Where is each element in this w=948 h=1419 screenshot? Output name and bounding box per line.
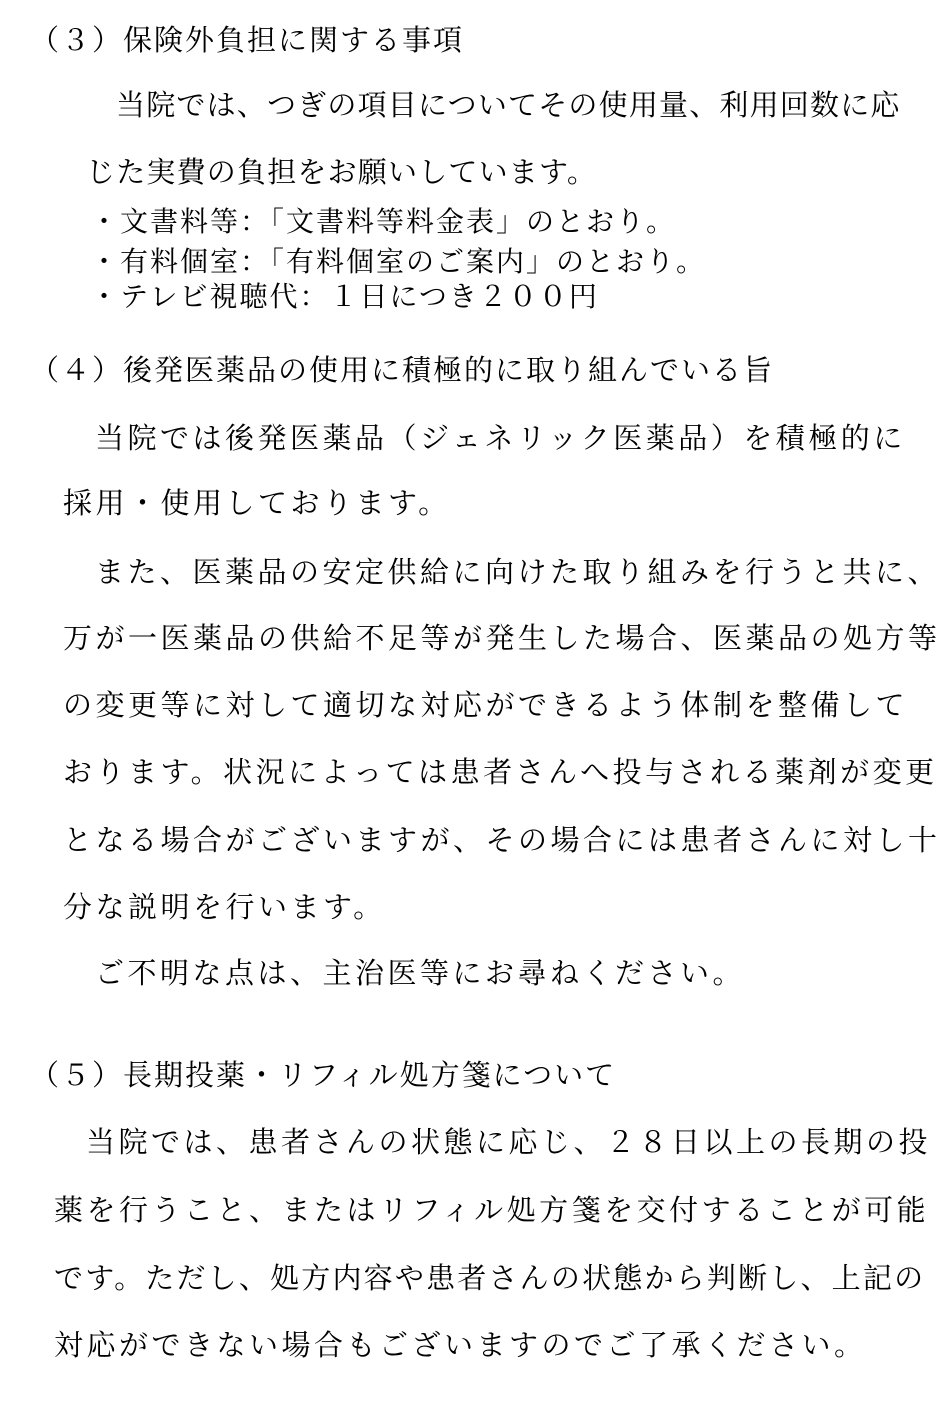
bullet-item: ・テレビ視聴代：１日につき２００円 <box>90 280 599 313</box>
paragraph-line: 分な説明を行います。 <box>63 890 386 924</box>
paragraph-line: 万が一医薬品の供給不足等が発生した場合、医薬品の処方等 <box>63 621 941 655</box>
paragraph-line: となる場合がございますが、その場合には患者さんに対し十 <box>63 823 941 857</box>
paragraph-line: おります。状況によっては患者さんへ投与される薬剤が変更 <box>63 755 938 789</box>
section-heading: （４）後発医薬品の使用に積極的に取り組んでいる旨 <box>30 353 775 387</box>
paragraph-line: 対応ができない場合もございますのでご了承ください。 <box>54 1328 867 1362</box>
section-heading: （５）長期投薬・リフィル処方箋について <box>30 1058 617 1092</box>
bullet-item: ・有料個室：「有料個室のご案内」のとおり。 <box>90 245 707 278</box>
paragraph-line: の変更等に対して適切な対応ができるよう体制を整備して <box>63 688 909 722</box>
paragraph-line: です。ただし、処方内容や患者さんの状態から判断し、上記の <box>54 1261 926 1295</box>
paragraph-line: 当院では後発医薬品（ジェネリック医薬品）を積極的に <box>95 421 906 455</box>
paragraph-line: 薬を行うこと、またはリフィル処方箋を交付することが可能 <box>54 1193 930 1227</box>
paragraph-line: 当院では、患者さんの状態に応じ、２８日以上の長期の投 <box>86 1125 932 1159</box>
paragraph-line: ご不明な点は、主治医等にお尋ねください。 <box>95 956 746 990</box>
paragraph-line: また、医薬品の安定供給に向けた取り組みを行うと共に、 <box>95 555 941 589</box>
paragraph-line: 当院では、つぎの項目についてその使用量、利用回数に応 <box>116 88 901 122</box>
section-heading: （３）保険外負担に関する事項 <box>30 23 465 57</box>
paragraph-line: 採用・使用しております。 <box>63 486 451 520</box>
paragraph-line: じた実費の負担をお願いしています。 <box>86 155 598 189</box>
bullet-item: ・文書料等：「文書料等料金表」のとおり。 <box>90 205 677 238</box>
